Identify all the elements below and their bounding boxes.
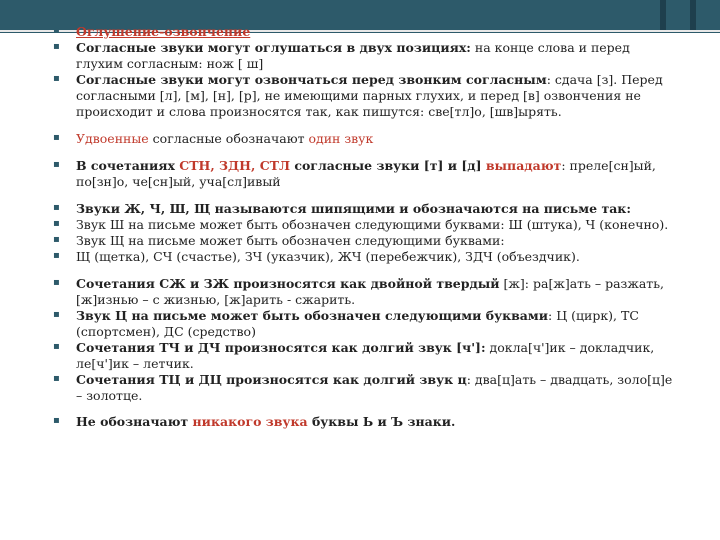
list-item (50, 276, 678, 308)
item-bold-text: Сочетания ТЧ и ДЧ произносятся как долгий звук [ч']: (76, 340, 486, 355)
item-red-text: никакого звука (192, 414, 308, 429)
list-item (50, 308, 678, 340)
item-bold-text: Согласные звуки могут оглушаться в двух позициях: (76, 40, 471, 55)
item-bold-text: согласные звуки [т] и [д] (290, 158, 486, 173)
bullet-icon: ▪ (53, 373, 60, 384)
list-item (50, 249, 678, 265)
item-red-text: СТН, ЗДН, СТЛ (179, 158, 290, 173)
list-item (50, 72, 678, 120)
list-item (50, 40, 678, 72)
list-item (50, 217, 678, 233)
item-text: докла[ч']ик – докладчик, ле[ч']ик – летчик. (76, 340, 655, 371)
list-item (50, 158, 678, 190)
item-red-text: один звук (308, 131, 374, 146)
slide-content (50, 24, 678, 430)
list-item (50, 201, 678, 217)
header-tick-right (690, 0, 696, 30)
heading-devoicing: Оглушение-озвончение (76, 24, 251, 39)
bullet-icon: ▪ (53, 415, 60, 426)
item-text: : два[ц]ать – двадцать, золо[ц]е – золотце. (76, 372, 673, 403)
bullet-icon: ▪ (53, 41, 60, 52)
item-bold-text: Сочетания СЖ и ЗЖ произносятся как двойной твердый (76, 276, 500, 291)
bullet-icon: ▪ (53, 234, 60, 245)
list-item (50, 372, 678, 404)
item-bold-text: Сочетания ТЦ и ДЦ произносятся как долгий звук ц (76, 372, 467, 387)
item-bold-text: Звуки Ж, Ч, Ш, Щ называются шипящими и обозначаются на письме так: (76, 201, 631, 216)
item-red-text: выпадают (485, 158, 562, 173)
bullet-icon: ▪ (53, 218, 60, 229)
bullet-icon: ▪ (53, 25, 60, 36)
item-text: [ж]: ра[ж]ать – разжать, [ж]изнью – с жизнью, [ж]арить - сжарить. (76, 276, 664, 307)
item-text: : сдача [з]. Перед согласными [л], [м], [н], [р], не имеющими парных глухих, и перед [в] озвончения не происходит и слова произносятся так, как пишутся: све[тл]о, [шв]ырять. (76, 72, 663, 119)
item-text: Звук Щ на письме может быть обозначен следующими буквами: (76, 233, 505, 248)
item-text: на конце слова и перед глухим согласным: нож [ ш] (76, 40, 630, 71)
bullet-icon: ▪ (53, 202, 60, 213)
item-bold-text: буквы Ь и Ъ знаки. (307, 414, 456, 429)
item-text: : преле[сн]ый, по[зн]о, че[сн]ый, уча[сл]ивый (76, 158, 656, 189)
item-bold-text: Не обозначают (76, 414, 193, 429)
item-bold-text: Согласные звуки могут озвончаться перед звонким согласным (76, 72, 547, 87)
item-text: : Ц (цирк), ТС (спортсмен), ДС (средство) (76, 308, 639, 339)
bullet-icon: ▪ (53, 309, 60, 320)
item-text: Щ (щетка), СЧ (счастье), ЗЧ (указчик), ЖЧ (перебежчик), ЗДЧ (объездчик). (76, 249, 580, 264)
bullet-icon: ▪ (53, 73, 60, 84)
bullet-icon: ▪ (53, 159, 60, 170)
list-item (50, 233, 678, 249)
bullet-icon: ▪ (53, 250, 60, 261)
list-item (50, 131, 678, 147)
item-red-text: Удвоенные (76, 131, 149, 146)
bullet-icon: ▪ (53, 132, 60, 143)
bullet-icon: ▪ (53, 277, 60, 288)
item-text: Звук Ш на письме может быть обозначен следующими буквами: Ш (штука), Ч (конечно). (76, 217, 669, 232)
list-item (50, 340, 678, 372)
list-item (50, 414, 678, 430)
item-bold-text: В сочетаниях (76, 158, 180, 173)
item-bold-text: Звук Ц на письме может быть обозначен следующими буквами (76, 308, 549, 323)
list-item (50, 24, 678, 40)
bullet-icon: ▪ (53, 341, 60, 352)
item-text: согласные обозначают (148, 131, 309, 146)
